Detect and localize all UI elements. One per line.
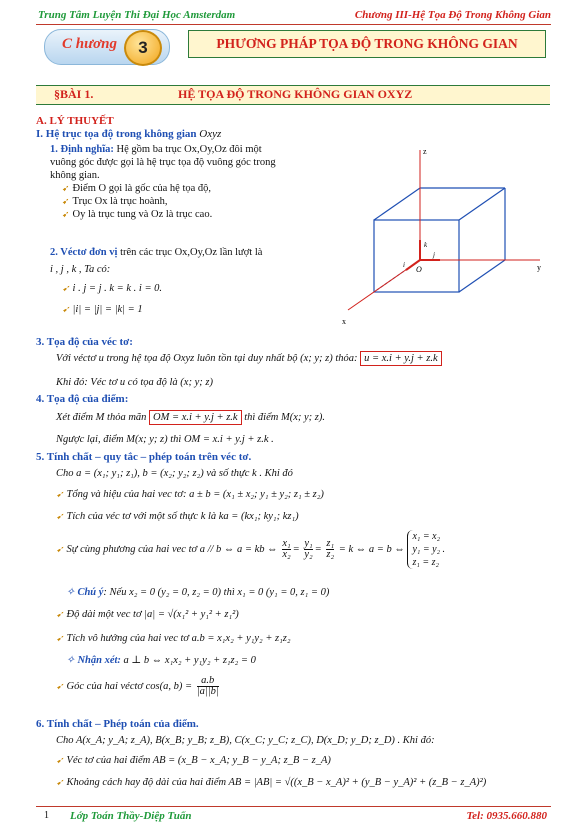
section-1-title: I. Hệ trục tọa độ trong không gian xyxy=(36,128,197,140)
axis-y-label: y xyxy=(537,263,541,272)
section-4-text-a: Xét điểm M thỏa mãn xyxy=(56,412,147,423)
bullet-oy-oz: Oy là trục tung và Oz là trục cao. xyxy=(72,209,213,220)
property-parallel-text: Sự cùng phương của hai vec tơ a // b ⇔ a = kb ⇔ xyxy=(66,544,278,555)
header-center-name: Trung Tâm Luyện Thi Đại Học Amsterdam xyxy=(38,9,236,21)
section-3-line-1 xyxy=(56,352,556,365)
pin-icon: ➹ xyxy=(62,283,70,293)
angle-num: a.b xyxy=(197,676,219,687)
axis-z-label: z xyxy=(423,147,427,156)
section-3-heading: 3. Tọa độ của véc tơ: xyxy=(36,336,133,348)
section-3-text: Với véctơ u trong hệ tọa độ Oxyz luôn tồn tại duy nhất bộ (x; y; z) thỏa: xyxy=(56,353,358,364)
diamond-icon: ✧ xyxy=(66,587,78,598)
section-5-intro: Cho a = (x₁; y₁; z₁), b = (x₂; y₂; z₂) và số thực k . Khi đó xyxy=(56,468,293,479)
chapter-number: 3 xyxy=(124,30,162,66)
property-sum-text: Tổng và hiệu của hai vec tơ: a ± b = (x₁ ± x₂; y₁ ± y₂; z₁ ± z₂) xyxy=(66,489,324,500)
section-4-formula-box: OM = x.i + y.j + z.k xyxy=(149,410,242,425)
coordinate-cube-figure xyxy=(340,140,555,330)
remark-line xyxy=(66,654,256,667)
pin-icon: ➹ xyxy=(62,209,70,219)
frac-x-den: x₂ xyxy=(282,549,291,560)
system-z: z₁ = z₂ xyxy=(412,557,439,568)
remark-label: Nhận xét: xyxy=(77,655,121,666)
section-5-heading: 5. Tính chất – quy tắc – phép toán trên véc tơ. xyxy=(36,451,252,463)
property-scalar xyxy=(56,510,299,523)
origin-label: O xyxy=(416,265,422,274)
note-line xyxy=(66,586,329,599)
unit-j-label: j xyxy=(433,251,435,259)
lesson-number: §BÀI 1. xyxy=(54,87,94,101)
system-x: x₁ = x₂ xyxy=(412,531,441,542)
theory-heading: A. LÝ THUYẾT xyxy=(36,115,114,127)
unit-vector-block xyxy=(50,246,340,316)
header-chapter: Chương III-Hệ Tọa Độ Trong Không Gian xyxy=(354,9,551,21)
section-3-formula-box: u = x.i + y.j + z.k xyxy=(360,351,441,366)
property-sum xyxy=(56,488,324,501)
section-4-line-1 xyxy=(56,411,325,424)
property-equal-text: = k ⇔ a = b ⇔ xyxy=(338,544,405,555)
point-distance-text: Khoảng cách hay độ dài của hai điểm AB = |AB| = √((x_B − x_A)² + (y_B − y_A)² + (z_B − z_A)²) xyxy=(66,777,487,788)
property-length-text: Độ dài một vec tơ |a| = √(x₁² + y₁² + z₁²) xyxy=(66,609,239,620)
unit-i-label: i xyxy=(403,261,405,269)
frac-y-den: y₂ xyxy=(304,549,313,560)
property-parallel: ➹ Sự cùng phương của hai vec tơ a // b ⇔ a = kb ⇔ $\frac{\text{x₁}}{\text{x₂}}$ = $\frac{\text{y₁}}{\text{y₂}}$ = $\frac{\text{z₁}}{\text{z₂}}$ = k ⇔ a = b ⇔ x₁ = x₂ y₁ = y₂ . z₁ = z₂ xyxy=(56,531,446,568)
pin-icon: ➹ xyxy=(56,544,64,554)
note-text: : Nếu x₂ = 0 (y₂ = 0, z₂ = 0) thì x₁ = 0 (y₁ = 0, z₁ = 0) xyxy=(103,587,330,598)
frac-z-num: z₁ xyxy=(326,538,335,549)
angle-den: |a||b| xyxy=(196,686,219,697)
diamond-icon: ✧ xyxy=(66,655,78,666)
property-angle-text: Góc của hai véctơ cos(a, b) = xyxy=(66,681,193,692)
section-3-line-2: Khi đó: Véc tơ u có tọa độ là (x; y; z) xyxy=(56,377,213,388)
property-angle xyxy=(56,676,221,697)
footer-phone: Tel: 0935.660.880 xyxy=(466,810,547,822)
footer-divider xyxy=(36,806,551,807)
pin-icon: ➹ xyxy=(56,633,64,643)
section-6-intro: Cho A(x_A; y_A; z_A), B(x_B; y_B; z_B), C(x_C; y_C; z_C), D(x_D; y_D; z_D) . Khi đó: xyxy=(56,735,435,746)
definition-text-1: Hệ gồm ba trục Ox,Oy,Oz đôi một xyxy=(113,144,262,155)
definition-block xyxy=(50,143,330,221)
pin-icon: ➹ xyxy=(56,489,64,499)
definition-text-3: không gian. xyxy=(50,170,100,181)
frac-y-num: y₁ xyxy=(304,538,313,549)
unit-vector-label: 2. Véctơ đơn vị xyxy=(50,247,118,258)
bullet-ox: Trục Ox là trục hoành, xyxy=(72,196,168,207)
section-4-text-b: thì điểm M(x; y; z). xyxy=(244,412,325,423)
definition-label: 1. Định nghĩa: xyxy=(50,144,114,155)
unit-lengths: |i| = |j| = |k| = 1 xyxy=(72,304,143,315)
pin-icon: ➹ xyxy=(62,183,70,193)
property-dot-text: Tích vô hướng của hai vec tơ a.b = x₁x₂ + y₁y₂ + z₁z₂ xyxy=(66,633,291,644)
point-distance xyxy=(56,776,486,789)
frac-z-den: z₂ xyxy=(326,549,335,560)
section-4-line-2: Ngược lại, điểm M(x; y; z) thì OM = x.i + y.j + z.k . xyxy=(56,434,274,445)
point-vector-text: Véc tơ của hai điểm AB = (x_B − x_A; y_B − y_A; z_B − z_A) xyxy=(66,755,331,766)
unit-k-label: k xyxy=(424,241,428,249)
page-number: 1 xyxy=(44,810,49,821)
pin-icon: ➹ xyxy=(56,511,64,521)
pin-icon: ➹ xyxy=(62,304,70,314)
section-4-heading: 4. Tọa độ của điểm: xyxy=(36,393,129,405)
footer-teacher: Lớp Toán Thầy-Diệp Tuấn xyxy=(70,810,192,822)
point-vector xyxy=(56,754,331,767)
unit-dot-products: i . j = j . k = k . i = 0. xyxy=(72,283,163,294)
bullet-origin: Điểm O gọi là gốc của hệ tọa độ, xyxy=(72,183,212,194)
section-6-heading: 6. Tính chất – Phép toán của điểm. xyxy=(36,718,199,730)
lesson-title: HỆ TỌA ĐỘ TRONG KHÔNG GIAN OXYZ xyxy=(178,87,413,101)
unit-vector-text-2: i , j , k , Ta có: xyxy=(50,264,111,275)
system-y: y₁ = y₂ . xyxy=(412,544,446,555)
header-divider xyxy=(36,24,551,25)
definition-text-2: vuông góc được gọi là hệ trục tọa độ vuông góc trong xyxy=(50,157,276,168)
frac-x-num: x₁ xyxy=(282,538,291,549)
remark-text: a ⊥ b ⇔ x₁x₂ + y₁y₂ + z₁z₂ = 0 xyxy=(120,655,256,666)
property-length xyxy=(56,608,239,621)
pin-icon: ➹ xyxy=(56,755,64,765)
chapter-title: PHƯƠNG PHÁP TỌA ĐỘ TRONG KHÔNG GIAN xyxy=(188,30,546,58)
section-1-heading xyxy=(36,128,221,140)
property-dot xyxy=(56,632,291,645)
axis-x-label: x xyxy=(342,317,346,326)
pin-icon: ➹ xyxy=(62,196,70,206)
note-label: Chú ý xyxy=(77,587,104,598)
pin-icon: ➹ xyxy=(56,609,64,619)
section-1-oxyz: Oxyz xyxy=(199,128,222,140)
pin-icon: ➹ xyxy=(56,681,64,691)
unit-vector-text: trên các trục Ox,Oy,Oz lần lượt là xyxy=(117,247,263,258)
chapter-label: C hương xyxy=(62,36,117,52)
property-scalar-text: Tích của véc tơ với một số thực k là ka = (kx₁; ky₁; kz₁) xyxy=(66,511,299,522)
pin-icon: ➹ xyxy=(56,777,64,787)
